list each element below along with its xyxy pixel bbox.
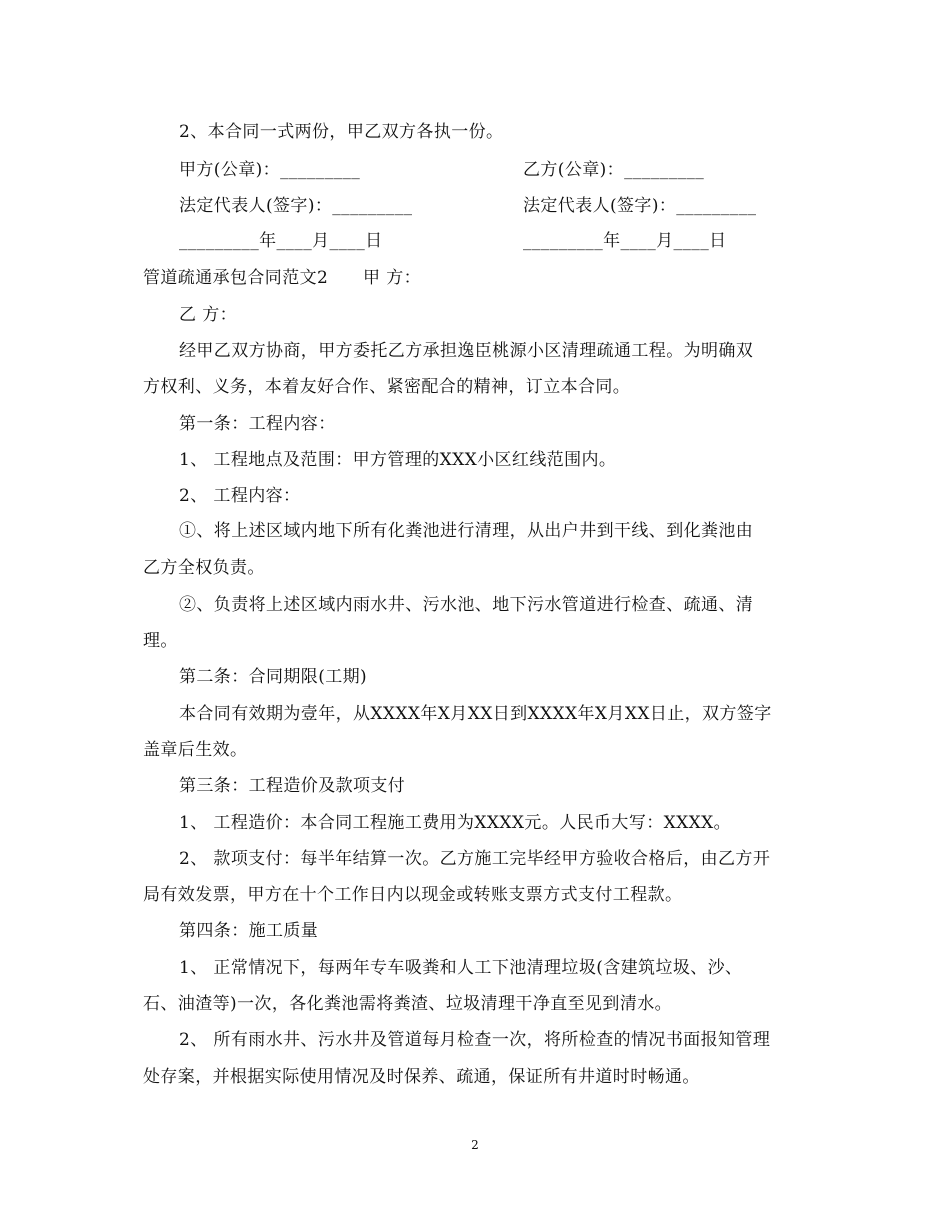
- section-title: 管道疏通承包合同范文2 甲 方：: [143, 268, 422, 288]
- paragraph-line: 乙 方：: [179, 305, 238, 325]
- party-a-rep-line: 法定代表人(签字)：_________: [179, 196, 413, 216]
- paragraph-line: 2、 工程内容：: [179, 486, 301, 506]
- paragraph-line: 2、 所有雨水井、污水井及管道每月检查一次，将所检查的情况书面报知管理: [179, 1030, 771, 1050]
- paragraph-line: 1、 工程地点及范围：甲方管理的XXX小区红线范围内。: [179, 450, 617, 470]
- paragraph-line: 盖章后生效。: [143, 740, 248, 760]
- party-b-date-line: _________年____月____日: [523, 231, 727, 251]
- paragraph-line: 本合同有效期为壹年，从XXXX年X月XX日到XXXX年X月XX日止，双方签字: [179, 704, 772, 724]
- paragraph-line: 乙方全权负责。: [143, 558, 265, 578]
- paragraph-line: 局有效发票，甲方在十个工作日内以现金或转账支票方式支付工程款。: [143, 885, 683, 905]
- party-b-rep-line: 法定代表人(签字)：_________: [523, 196, 757, 216]
- party-a-date-line: _________年____月____日: [179, 231, 383, 251]
- clause-heading: 第四条：施工质量: [179, 921, 319, 941]
- party-a-seal-line: 甲方(公章)：_________: [179, 160, 361, 180]
- paragraph-line: 理。: [143, 631, 178, 651]
- clause-heading: 第一条：工程内容：: [179, 414, 336, 434]
- party-b-seal-line: 乙方(公章)：_________: [523, 160, 705, 180]
- paragraph-line: 2、 款项支付：每半年结算一次。乙方施工完毕经甲方验收合格后，由乙方开: [179, 849, 771, 869]
- paragraph-line: 1、 正常情况下，每两年专车吸粪和人工下池清理垃圾(含建筑垃圾、沙、: [179, 958, 743, 978]
- paragraph-line: ①、将上述区域内地下所有化粪池进行清理，从出户井到干线、到化粪池由: [179, 521, 754, 541]
- paragraph-line: 石、油渣等)一次，各化粪池需将粪渣、垃圾清理干净直至见到清水。: [143, 994, 673, 1014]
- paragraph-line: 经甲乙双方协商，甲方委托乙方承担逸臣桃源小区清理疏通工程。为明确双: [179, 341, 754, 361]
- page-number: 2: [471, 1138, 479, 1152]
- clause-heading: 第三条：工程造价及款项支付: [179, 776, 406, 796]
- paragraph-line: 处存案，并根据实际使用情况及时保养、疏通，保证所有井道时时畅通。: [143, 1067, 700, 1087]
- paragraph-line: 方权利、义务，本着友好合作、紧密配合的精神，订立本合同。: [143, 377, 631, 397]
- paragraph-line: 2、本合同一式两份，甲乙双方各执一份。: [179, 122, 504, 142]
- paragraph-line: ②、负责将上述区域内雨水井、污水池、地下污水管道进行检查、疏通、清: [179, 595, 754, 615]
- paragraph-line: 1、 工程造价：本合同工程施工费用为XXXX元。人民币大写：XXXX。: [179, 813, 732, 833]
- clause-heading: 第二条：合同期限(工期): [179, 667, 368, 687]
